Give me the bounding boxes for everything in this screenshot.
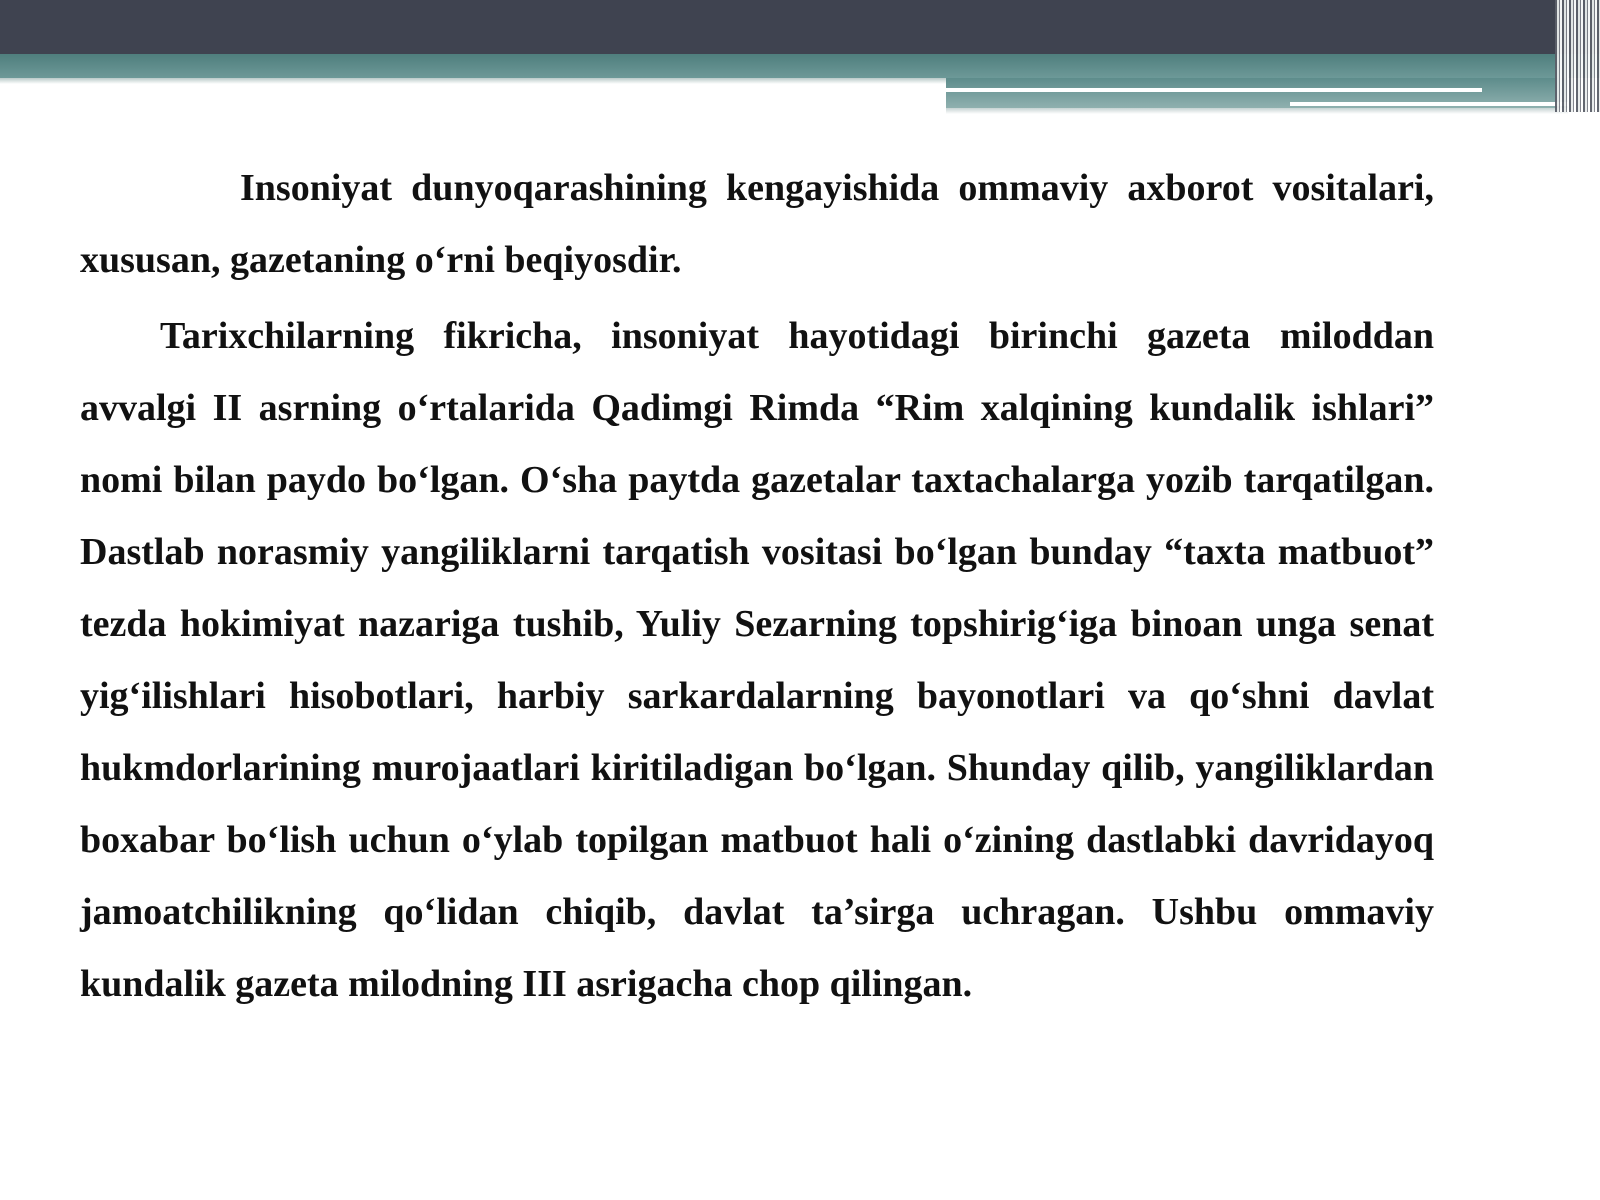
header-stripes-decoration: [1555, 0, 1600, 112]
header-accent-line: [946, 88, 1482, 92]
header-dark-band: [0, 0, 1600, 54]
paragraph-intro: Insoniyat dunyoqarashining kengayishida ommaviy axborot vositalari, xususan, gazetaning o‘rni beqiyosdir.: [80, 167, 1434, 281]
header-accent-line-short: [1290, 102, 1568, 106]
header-shadow: [0, 78, 946, 84]
header-teal-band: [0, 54, 1600, 78]
paragraph-history: Tarixchilarning fikricha, insoniyat hayotidagi birinchi gazeta miloddan avvalgi II asrning o‘rtalarida Qadimgi Rimda “Rim xalqining kundalik ishlari” nomi bilan paydo bo‘lgan. O‘sha paytda gazetalar taxtachalarga yozib tarqatilgan. Dastlab norasmiy yangiliklarni tarqatish vositasi bo‘lgan bunday “taxta matbuot” tezda hokimiyat nazariga tushib, Yuliy Sezarning topshirig‘iga binoan unga senat yig‘ilishlari hisobotlari, harbiy sarkardalarning bayonotlari va qo‘shni davlat hukmdorlarining murojaatlari kiritiladigan bo‘lgan. Shunday qilib, yangiliklardan boxabar bo‘lish uchun o‘ylab topilgan matbuot hali o‘zining dastlabki davridayoq jamoatchilikning qo‘lidan chiqib, davlat ta’sirga uchragan. Ushbu ommaviy kundalik gazeta milodning III asrigacha chop qilingan.: [80, 315, 1434, 1005]
header-step-shadow: [946, 108, 1568, 114]
slide-body: [80, 152, 1434, 1020]
